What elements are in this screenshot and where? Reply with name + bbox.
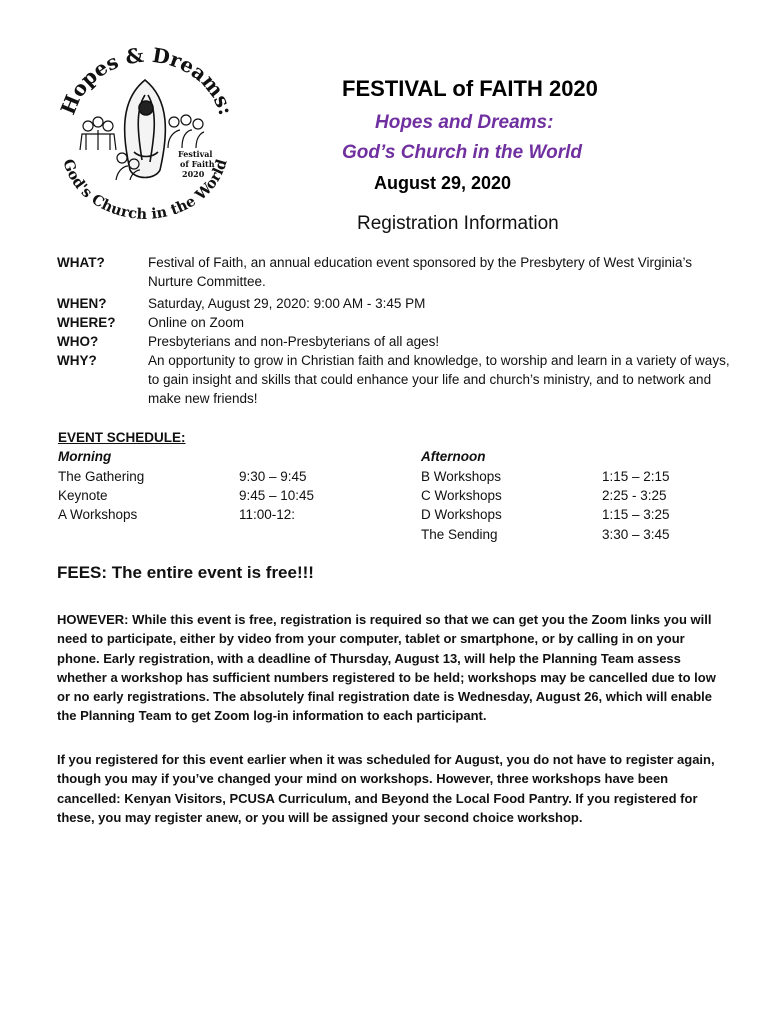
what-label: WHAT? — [57, 255, 105, 270]
festival-logo — [50, 40, 240, 220]
family-icon — [168, 115, 204, 148]
why-value: An opportunity to grow in Christian faith and knowledge, to worship and learn in a variety of ways, to gain insight and skills that could enhance your life and church’s ministry, and to network and make new friends! — [148, 353, 730, 406]
when-label: WHEN? — [57, 296, 107, 311]
list-item: C Workshops — [421, 488, 502, 504]
what-value: Festival of Faith, an annual education event sponsored by the Presbytery of West Virginia’s Nurture Committee. — [148, 255, 693, 289]
page-title: FESTIVAL of FAITH 2020 — [342, 76, 598, 101]
flame-figure-icon — [125, 80, 166, 178]
cancellation-paragraph: If you registered for this event earlier when it was scheduled for August, you do not have to register again, though you may if you’ve changed your mind on workshops. However, three workshops have been cancelled: Kenyan Visitors, PCUSA Curriculum, and Beyond the Local Food Pantry. If you registered for these, you may register anew, or you will be assigned your second choice workshop. — [57, 752, 715, 825]
who-label: WHO? — [57, 334, 99, 349]
why-row — [57, 351, 737, 408]
logo-badge-line2: of Faith — [180, 159, 215, 169]
list-item: 3:30 – 3:45 — [602, 526, 670, 542]
why-label: WHY? — [57, 353, 97, 368]
list-item: Keynote — [58, 488, 108, 504]
logo-badge-line3: 2020 — [182, 169, 205, 179]
who-row — [57, 332, 737, 351]
theme-title-line2: God’s Church in the World — [342, 142, 582, 163]
list-item: D Workshops — [421, 507, 502, 523]
registration-paragraph: HOWEVER: While this event is free, registration is required so that we can get you the Zoom links you will need to participate, either by video from your computer, tablet or smartphone, or by calling in on your phone. Early registration, with a deadline of Thursday, August 13, will help the Planning Team assess whether a workshop has sufficient numbers registered to be held; workshops may be cancelled due to low or no early registrations. The absolutely final registration date is Wednesday, August 26, which will enable the Planning Team to get Zoom log-in information to each participant. — [57, 612, 716, 724]
who-value: Presbyterians and non-Presbyterians of all ages! — [148, 334, 440, 349]
fees-heading: FEES: The entire event is free!!! — [57, 563, 314, 582]
list-item: 11:00-12: — [239, 507, 296, 523]
where-row — [57, 313, 737, 332]
event-date: August 29, 2020 — [374, 173, 512, 193]
list-item: B Workshops — [421, 469, 502, 484]
logo-arc-top-text: Hopes & Dreams: — [55, 42, 239, 118]
list-item: 9:30 – 9:45 — [239, 469, 307, 484]
list-item: 1:15 – 3:25 — [602, 507, 670, 523]
section-title: Registration Information — [357, 213, 559, 234]
theme-title-line1: Hopes and Dreams: — [375, 112, 554, 133]
where-label: WHERE? — [57, 315, 116, 330]
afternoon-heading: Afternoon — [421, 449, 486, 464]
logo-arc-bottom-text: God's Church in the World — [59, 157, 231, 220]
list-item: A Workshops — [58, 507, 138, 523]
when-value: Saturday, August 29, 2020: 9:00 AM - 3:45 PM — [148, 296, 426, 311]
morning-names — [58, 467, 144, 525]
afternoon-times — [602, 467, 670, 544]
afternoon-names — [421, 467, 502, 544]
list-item: 1:15 – 2:15 — [602, 469, 670, 484]
logo-badge-line1: Festival — [178, 149, 213, 159]
what-row — [57, 253, 737, 291]
event-info — [57, 253, 737, 408]
schedule-title: EVENT SCHEDULE: — [58, 430, 186, 445]
when-row — [57, 294, 737, 313]
list-item: The Sending — [421, 526, 498, 542]
list-item: 2:25 - 3:25 — [602, 488, 667, 504]
list-item: 9:45 – 10:45 — [239, 488, 315, 504]
people-group-icon — [80, 117, 116, 150]
morning-times — [239, 467, 314, 525]
morning-heading: Morning — [58, 449, 112, 464]
list-item: The Gathering — [58, 469, 145, 484]
where-value: Online on Zoom — [148, 315, 245, 330]
